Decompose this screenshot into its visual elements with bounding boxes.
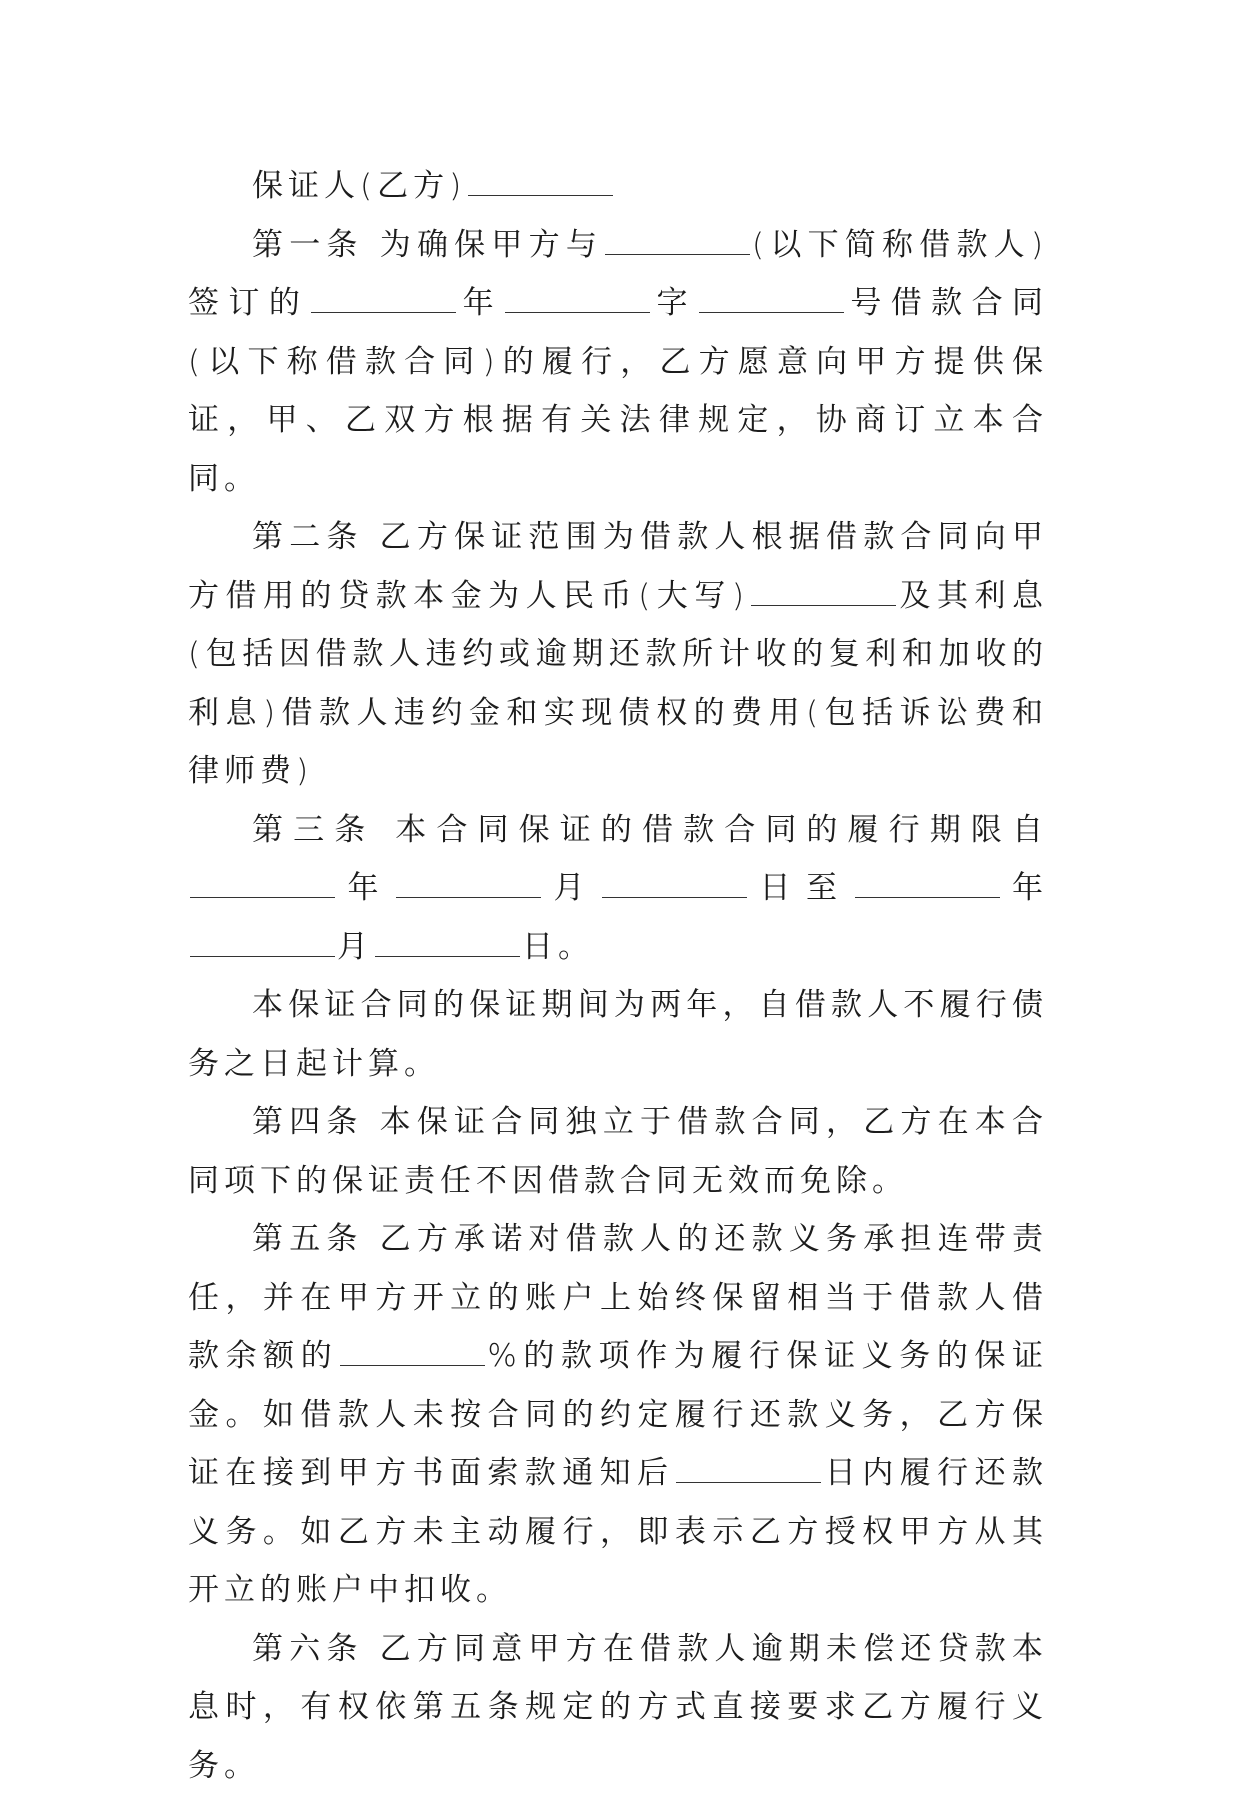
text-run: 字: [652, 285, 697, 321]
paragraph-article-4: [188, 1093, 1048, 1210]
text-run: 第一条 为确保甲方与: [252, 227, 603, 263]
text-run: 保证人(乙方): [252, 168, 466, 204]
text-run: 号借款合同(以下称借款合同)的履行，乙方愿意向甲方提供保证，甲、乙双方根据有关法律规定，协商订立本合同。: [188, 285, 1048, 497]
text-run: 第六条 乙方同意甲方在借款人逾期未偿还贷款本息时，有权依第五条规定的方式直接要求乙方履行义务。: [188, 1631, 1048, 1784]
contract-body: [188, 157, 1048, 1795]
fill-blank[interactable]: [396, 865, 541, 898]
fill-blank[interactable]: [699, 280, 844, 313]
fill-blank[interactable]: [855, 865, 1000, 898]
paragraph-article-5: [188, 1210, 1048, 1620]
fill-blank[interactable]: [602, 865, 747, 898]
fill-blank[interactable]: [311, 280, 456, 313]
text-run: 日内履行还款义务。如乙方未主动履行，即表示乙方授权甲方从其开立的账户中扣收。: [188, 1455, 1048, 1608]
fill-blank[interactable]: [605, 222, 750, 255]
text-run: 日。: [522, 929, 594, 965]
fill-blank[interactable]: [468, 163, 613, 196]
fill-blank[interactable]: [751, 573, 896, 606]
text-run: 年: [458, 285, 503, 321]
text-run: 第二条 乙方保证范围为借款人根据借款合同向甲方借用的贷款本金为人民币(大写): [188, 519, 1048, 614]
fill-blank[interactable]: [375, 924, 520, 957]
fill-blank[interactable]: [340, 1333, 485, 1366]
paragraph-guarantor: [188, 157, 1048, 216]
text-run: 第三条 本合同保证的借款合同的履行期限自: [252, 812, 1048, 848]
text-run: 年: [1002, 870, 1049, 906]
text-run: (以下简称借款人)签订的: [188, 227, 1048, 322]
paragraph-guarantee-period: [188, 976, 1048, 1093]
text-run: 月: [337, 929, 373, 965]
text-run: 月: [543, 870, 600, 906]
paragraph-article-6: [188, 1620, 1048, 1795]
text-run: 第四条 本保证合同独立于借款合同，乙方在本合同项下的保证责任不因借款合同无效而免除。: [188, 1104, 1048, 1199]
fill-blank[interactable]: [190, 865, 335, 898]
fill-blank[interactable]: [505, 280, 650, 313]
text-run: 本保证合同的保证期间为两年，自借款人不履行债务之日起计算。: [188, 987, 1048, 1082]
text-run: 第五条 乙方承诺对借款人的还款义务承担连带责任，并在甲方开立的账户上始终保留相当于借款人借款余额的: [188, 1221, 1048, 1374]
fill-blank[interactable]: [190, 924, 335, 957]
paragraph-article-1: [188, 216, 1048, 509]
paragraph-article-2: [188, 508, 1048, 801]
text-run: 年: [337, 870, 394, 906]
paragraph-article-3: [188, 801, 1048, 977]
text-run: 及其利息(包括因借款人违约或逾期还款所计收的复利和加收的利息)借款人违约金和实现债权的费用(包括诉讼费和律师费): [188, 578, 1048, 790]
text-run: 日至: [749, 870, 853, 906]
text-run: %的款项作为履行保证义务的保证金。如借款人未按合同的约定履行还款义务，乙方保证在接到甲方书面索款通知后: [188, 1338, 1048, 1491]
fill-blank[interactable]: [676, 1450, 821, 1483]
